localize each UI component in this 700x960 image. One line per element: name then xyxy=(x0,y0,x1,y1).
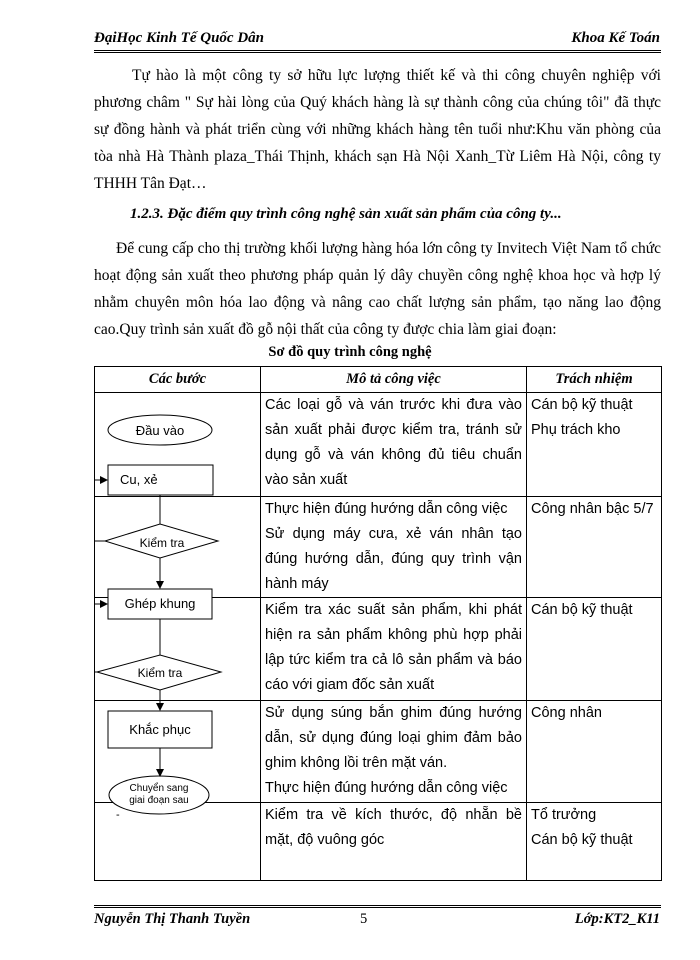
footer-rule xyxy=(94,905,661,908)
description-text: Thực hiện đúng hướng dẫn công việc xyxy=(265,501,508,517)
responsibility-text: Công nhân bậc 5/7 xyxy=(531,501,654,517)
body-paragraph: Để cung cấp cho thị trường khối lượng hàng hóa lớn công ty Invitech Việt Nam tổ chức hoạt động sản xuất theo phương pháp quản lý dây chuyền công nghệ khoa học và hợp lý nhằm chuyên môn hóa lao động và nâng cao chất lượng sản phẩm, tạo năng lao động cao.Quy trình sản xuất đồ gỗ nội thất của công ty được chia làm giai đoạn: xyxy=(94,240,661,338)
page-number: 5 xyxy=(360,911,368,927)
col-header-responsibility: Trách nhiệm xyxy=(527,367,662,393)
frame-label: Ghép khung xyxy=(124,596,196,611)
process-flowchart xyxy=(94,366,264,858)
responsibility-cell xyxy=(527,393,662,497)
responsibility-text: Công nhân xyxy=(531,705,602,721)
cut-label: Cu, xẻ xyxy=(120,472,158,487)
start-label: Đầu vào xyxy=(135,423,185,438)
responsibility-text: Cán bộ kỹ thuật xyxy=(531,397,633,413)
col-header-steps: Các bước xyxy=(95,367,261,393)
responsibility-cell xyxy=(527,701,662,803)
feedback-loop xyxy=(94,604,107,672)
responsibility-cell xyxy=(527,803,662,881)
description-text: Sử dụng súng bắn ghim đúng hướng dẫn, sử dụng đúng loại ghim đảm bảo ghim không lồi trên mặt ván. xyxy=(265,705,522,771)
col-header-description: Mô tả công việc xyxy=(261,367,527,393)
description-cell xyxy=(261,803,527,881)
description-cell xyxy=(261,393,527,497)
footer-author: Nguyễn Thị Thanh Tuyền xyxy=(94,911,251,927)
next-stage-line2: giai đoạn sau xyxy=(129,795,189,806)
chart-title: Sơ đồ quy trình công nghệ xyxy=(268,344,432,360)
header-right: Khoa Kế Toán xyxy=(571,30,660,46)
section-heading: 1.2.3. Đặc điểm quy trình công nghệ sản xuất sản phẩm của công ty... xyxy=(130,206,562,222)
description-cell xyxy=(261,598,527,701)
header-rule xyxy=(94,50,661,53)
responsibility-cell xyxy=(527,598,662,701)
description-cell xyxy=(261,497,527,598)
responsibility-text: Cán bộ kỹ thuật xyxy=(531,832,633,848)
description-text: Kiểm tra xác suất sản phẩm, khi phát hiện ra sản phẩm không phù hợp phải lập tức kiểm tra cả lô sản phẩm và báo cáo với giam đốc sản xuất xyxy=(265,602,522,693)
footer-class: Lớp:KT2_K11 xyxy=(574,911,660,927)
description-text: Các loại gỗ và ván trước khi đưa vào sản xuất phải được kiểm tra, tránh sử dụng gỗ và ván không đủ tiêu chuẩn vào sản xuất xyxy=(265,397,522,488)
responsibility-text: Phụ trách kho xyxy=(531,422,621,438)
description-text: Kiểm tra về kích thước, độ nhẵn bề mặt, độ vuông góc xyxy=(265,807,522,848)
next-stage-line1: Chuyển sang xyxy=(129,783,189,794)
description-cell xyxy=(261,701,527,803)
header-left: ĐạiHọc Kinh Tế Quốc Dân xyxy=(94,30,265,46)
description-text: Thực hiện đúng hướng dẫn công việc xyxy=(265,780,508,796)
responsibility-text: Cán bộ kỹ thuật xyxy=(531,602,633,618)
responsibility-text: Tổ trưởng xyxy=(531,807,597,823)
responsibility-cell xyxy=(527,497,662,598)
description-text: Sử dụng máy cưa, xẻ ván nhân tạo đúng hướng dẫn, đúng quy trình vận hành máy xyxy=(265,526,522,592)
check2-label: Kiểm tra xyxy=(137,666,183,680)
feedback-loop xyxy=(94,480,107,541)
intro-paragraph: Tự hào là một công ty sở hữu lực lượng thiết kế và thi công chuyên nghiệp với phương châm " Sự hài lòng của Quý khách hàng là sự thành công của chúng tôi" đã thực sự đồng hành và phát triển cùng với những khách hàng tên tuổi như:Khu văn phòng của tòa nhà Hà Thành plaza_Thái Thịnh, khách sạn Hà Nội Xanh_Từ Liêm Hà Nội, công ty THHH Tân Đạt… xyxy=(94,67,661,192)
stray-dash: - xyxy=(116,809,120,821)
fix-label: Khắc phục xyxy=(129,722,191,737)
check1-label: Kiểm tra xyxy=(139,536,185,550)
